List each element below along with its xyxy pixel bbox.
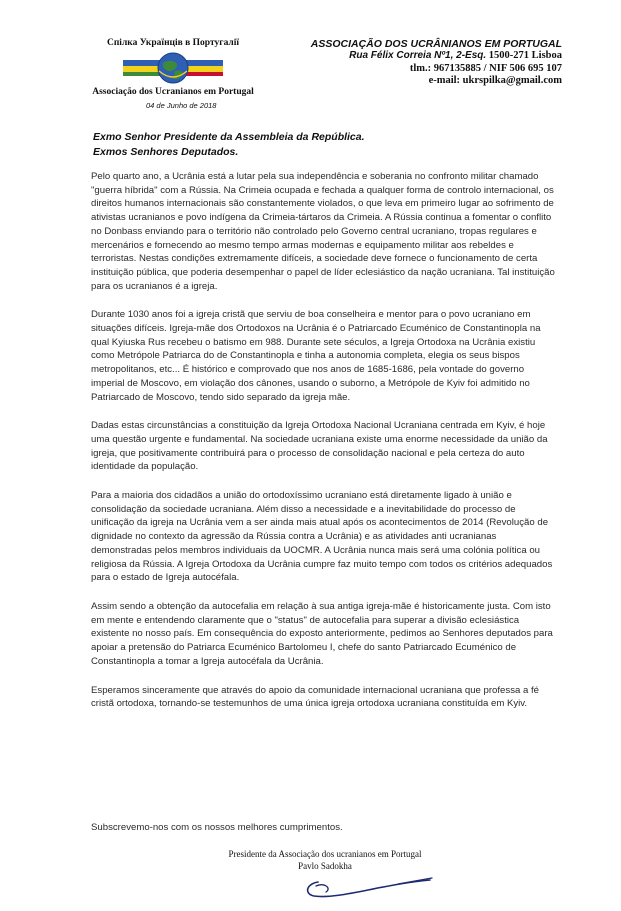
email-line: e-mail: ukrspilka@gmail.com [428,75,562,86]
paragraph-4: Para a maioria dos cidadãos a união do ortodoxíssimo ucraniano está diretamente ligado à união e consolidação da sociedade ucraniana. Além disso a necessidade e a inevitabilidade do processo de unificação da igreja na Ucrânia vem a ser ainda mais atual após os acontecimentos de 2014 (Revolução de dignidade no contexto da agressão da Rússia contra a Ucrânia) e as atividades anti ucranianas demonstradas pelos membros individuais da UOCMR. A Ucrânia nunca mais será uma colónia política ou religiosa da Rússia. A Igreja Ortodoxa da Ucrânia cumpre faz muito tempo com todos os critérios adequados para o estado de Igreja autocéfala. [91,490,553,584]
address-street: Rua Félix Correia Nº1, 2-Esq. [349,50,487,61]
paragraph-1: Pelo quarto ano, a Ucrânia está a lutar pela sua independência e soberania no confronto militar chamado "guerra híbrida" com a Rússia. Na Crimeia ocupada e fechada a qualquer forma de controlo internacional, os direitos humanos internacionais são constantemente violados, o que leva em primeiro lugar ao sofrimento de ativistas ucranianos e povo indígena da Crimeia-tártaros da Crimeia. A Rússia continua a fomentar o conflito no Donbass enviando para o território não controlado pelo Governo central ucraniano, tropas regulares e mercenários e fornecendo ao mesmo tempo armas modernas e equipamento militar aos rebeldes e terroristas. Nestas condições extremamente difíceis, a sociedade deve fornece o funcionamento de certa instituição pública, que poderia desempenhar o papel de líder eclesiástico da nação ucraniana. Tal instituição para os ucranianos é a igreja. [91,171,555,292]
signatory-name: Pavlo Sadokha [298,861,352,871]
letter-body [91,170,556,726]
salutation-line-2: Exmos Senhores Deputados. [93,145,239,158]
letter-date: 04 de Junho de 2018 [146,101,217,110]
handwritten-signature-icon [298,872,448,904]
association-logo [88,38,258,97]
globe-flag-logo-icon [113,51,233,85]
closing-line: Subscrevemo-nos com os nossos melhores cumprimentos. [91,822,343,833]
paragraph-6: Esperamos sinceramente que através do apoio da comunidade internacional ucraniana que professa a fé cristã ortodoxa, tornando-se testemunhos de uma única igreja ortodoxa ucraniana constituída em Kyiv. [91,684,539,710]
salutation [93,130,365,159]
paragraph-2: Durante 1030 anos foi a igreja cristã que serviu de boa conselheira e mentor para o povo ucraniano em situações difíceis. Igreja-mãe dos Ortodoxos na Ucrânia é o Patriarcado Ecuménico de Constantinopla na qual Kyiuska Rus recebeu o batismo em 988. Durante sete séculos, a Igreja Ortodoxa na Ucrânia existiu como Metrópole Patriarca do de Constantinopla e tinha a autonomia completa, elegia os seus bispos metropolitanos, etc... É histórico e comprovado que nos anos de 1685-1686, pela vontade do governo imperial de Moscovo, em violação dos cânones, usando o suborno, a Metrópole de Kyiv foi admitido no Patriarcado de Moscovo, tendo sido separado da igreja mãe. [91,309,541,403]
logo-subtitle: Associação dos Ucranianos em Portugal [92,87,254,97]
paragraph-3: Dadas estas circunstâncias a constituição da Igreja Ortodoxa Nacional Ucraniana centrada em Kyiv, é hoje uma questão urgente e fundamental. Na sociedade ucraniana existe uma enorme necessidade da união da igreja, que positivamente contribuirá para o processo de consolidação nacional e pela certeza do auto identidade da população. [91,420,548,473]
organization-contact-block [262,38,562,88]
address-postal: 1500-271 Lisboa [488,50,562,61]
phone-nif-line: tlm.: 967135885 / NIF 506 695 107 [409,62,562,74]
signature-block [200,849,450,871]
organization-name: ASSOCIAÇÃO DOS UCRÂNIANOS EM PORTUGAL [310,38,562,50]
address-line [262,50,562,63]
signatory-title: Presidente da Associação dos ucranianos em Portugal [228,849,422,859]
paragraph-5: Assim sendo a obtenção da autocefalia em relação à sua antiga igreja-mãe é historicamente justa. Com isto em mente e entendendo claramente que o "status" de autocefalia para superar a divisão eclesiástica existente no nosso país. Em consequência do exposto anteriormente, pedimos ao Senhores deputados para apoiar a pretensão do Patriarca Ecuménico Bartolomeu I, chefe do santo Patriarcado Ecuménico de Constantinopla a tomar a Igreja autocéfala da Ucrânia. [91,600,553,667]
logo-title: Спілка Українців в Португалії [106,38,240,48]
salutation-line-1: Exmo Senhor Presidente da Assembleia da República. [93,131,365,143]
